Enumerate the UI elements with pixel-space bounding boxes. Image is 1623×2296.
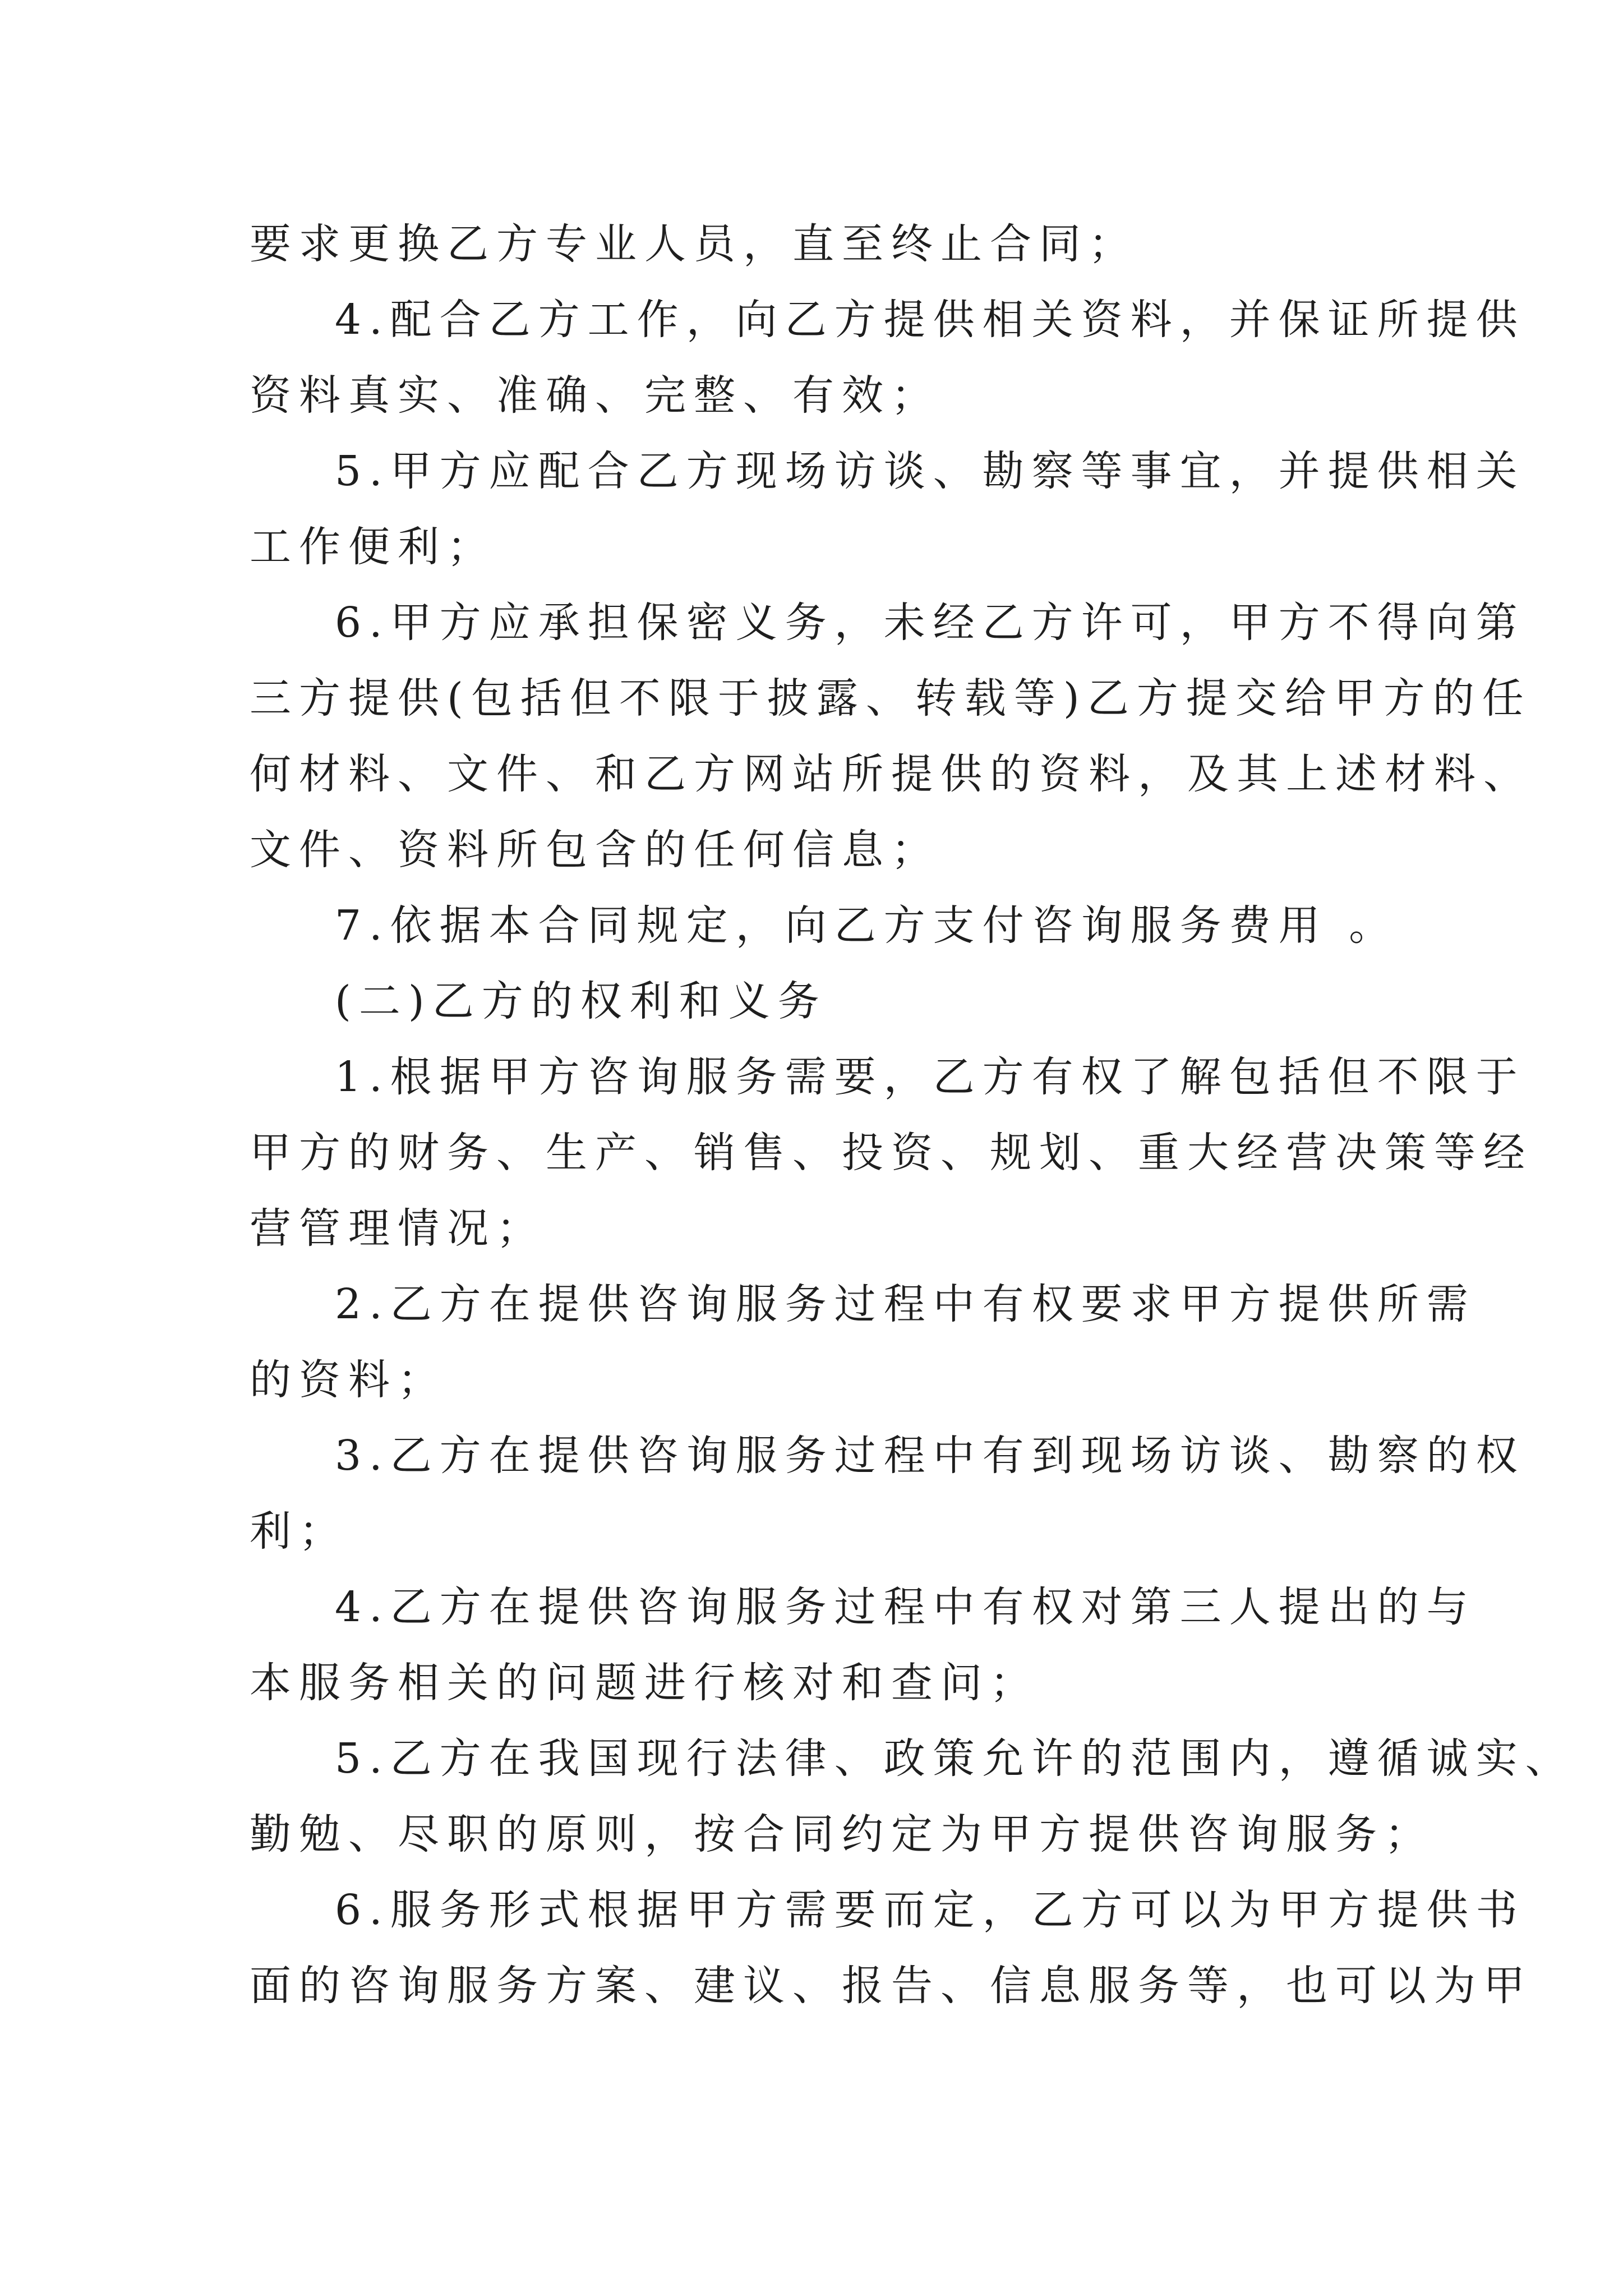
- text-line: 甲方的财务、生产、销售、投资、规划、重大经营决策等经: [250, 1129, 1533, 1177]
- text-line: 3.乙方在提供咨询服务过程中有到现场访谈、勘察的权: [335, 1432, 1525, 1480]
- text-line: 要求更换乙方专业人员，直至终止合同；: [250, 220, 1138, 268]
- text-line: 4.配合乙方工作，向乙方提供相关资料，并保证所提供: [335, 296, 1525, 344]
- text-line: 6.服务形式根据甲方需要而定，乙方可以为甲方提供书: [335, 1886, 1525, 1934]
- text-line: 1.根据甲方咨询服务需要，乙方有权了解包括但不限于: [335, 1053, 1525, 1101]
- section-heading: (二)乙方的权利和义务: [335, 977, 827, 1025]
- text-line: 资料真实、准确、完整、有效；: [250, 371, 940, 420]
- text-line: 的资料；: [250, 1356, 447, 1404]
- text-line: 2.乙方在提供咨询服务过程中有权要求甲方提供所需: [335, 1280, 1476, 1328]
- text-line: 5.乙方在我国现行法律、政策允许的范围内，遵循诚实、: [335, 1734, 1575, 1783]
- text-line: 6.甲方应承担保密义务，未经乙方许可，甲方不得向第: [335, 599, 1525, 647]
- text-line: 营管理情况；: [250, 1204, 546, 1253]
- text-line: 4.乙方在提供咨询服务过程中有权对第三人提出的与: [335, 1583, 1476, 1631]
- text-line: 本服务相关的问题进行核对和查问；: [250, 1659, 1039, 1707]
- text-line: 三方提供(包括但不限于披露、转载等)乙方提交给甲方的任: [250, 674, 1532, 723]
- text-line: 何材料、文件、和乙方网站所提供的资料，及其上述材料、: [250, 750, 1533, 798]
- text-line: 利；: [250, 1507, 348, 1556]
- text-line: 5.甲方应配合乙方现场访谈、勘察等事宜，并提供相关: [335, 447, 1525, 495]
- text-line: 文件、资料所包含的任何信息；: [250, 826, 940, 874]
- text-line: 勤勉、尽职的原则，按合同约定为甲方提供咨询服务；: [250, 1810, 1434, 1858]
- text-line: 工作便利；: [250, 523, 496, 571]
- text-line: 7.依据本合同规定，向乙方支付咨询服务费用 。: [335, 901, 1399, 950]
- text-line: 面的咨询服务方案、建议、报告、信息服务等，也可以为甲: [250, 1962, 1533, 2010]
